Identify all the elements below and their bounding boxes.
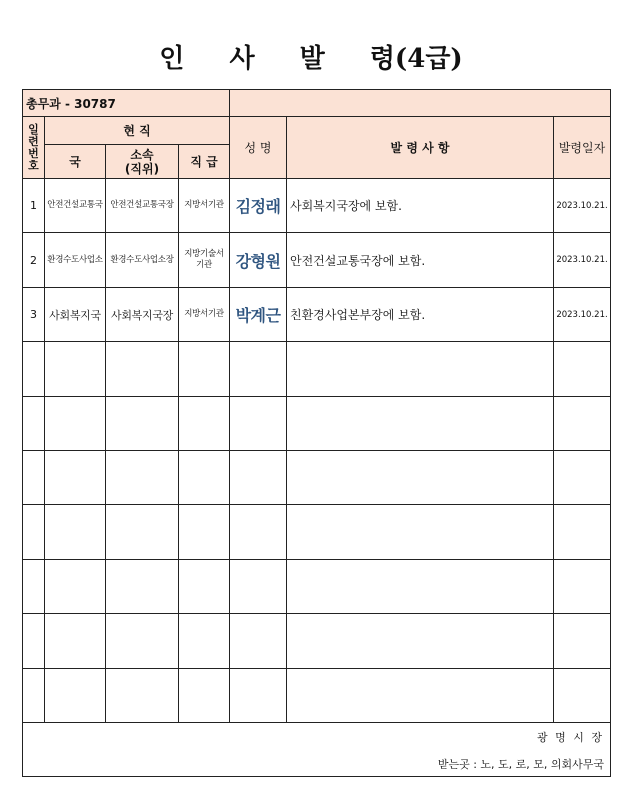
header-blank xyxy=(230,90,611,117)
empty-row xyxy=(23,560,611,614)
header-detail: 발 령 사 항 xyxy=(287,117,554,179)
header-date: 발령일자 xyxy=(554,117,611,179)
empty-row xyxy=(23,505,611,560)
row-seq: 1 xyxy=(23,179,45,233)
title-char-3: 발 xyxy=(299,44,325,74)
header-name: 성 명 xyxy=(230,117,287,179)
header-current-position: 현 직 xyxy=(45,117,230,145)
row-detail: 안전건설교통국장에 보함. xyxy=(287,233,554,288)
row-affiliation: 안전건설교통국장 xyxy=(106,179,179,233)
row-grade: 지방서기관 xyxy=(179,179,230,233)
row-detail: 사회복지국장에 보함. xyxy=(287,179,554,233)
empty-row xyxy=(23,451,611,505)
table-row xyxy=(23,288,611,342)
row-date: 2023.10.21. xyxy=(554,233,611,288)
row-affiliation: 사회복지국장 xyxy=(106,288,179,342)
document-number: 총무과 - 30787 xyxy=(23,90,230,117)
header-grade: 직 급 xyxy=(179,145,230,179)
empty-row xyxy=(23,614,611,669)
row-bureau: 환경수도사업소 xyxy=(45,233,106,288)
recipients: 받는곳 : 노, 도, 로, 모, 의회사무국 xyxy=(437,758,605,771)
row-detail: 친환경사업본부장에 보함. xyxy=(287,288,554,342)
publisher: 광 명 시 장 xyxy=(537,731,605,744)
row-date: 2023.10.21. xyxy=(554,288,611,342)
header-bureau: 국 xyxy=(45,145,106,179)
page-title xyxy=(0,38,622,75)
row-affiliation: 환경수도사업소장 xyxy=(106,233,179,288)
row-date: 2023.10.21. xyxy=(554,179,611,233)
table-row xyxy=(23,179,611,233)
title-char-4: 령(4급) xyxy=(369,44,463,74)
appointment-table xyxy=(22,89,611,777)
empty-row xyxy=(23,342,611,397)
row-bureau: 안전건설교통국 xyxy=(45,179,106,233)
footer xyxy=(23,723,611,777)
row-seq: 3 xyxy=(23,288,45,342)
row-name: 강형원 xyxy=(230,233,287,288)
empty-row xyxy=(23,397,611,451)
row-bureau: 사회복지국 xyxy=(45,288,106,342)
header-affiliation: 소속 (직위) xyxy=(106,145,179,179)
row-grade: 지방기술서 기관 xyxy=(179,233,230,288)
row-name: 김정래 xyxy=(230,179,287,233)
row-seq: 2 xyxy=(23,233,45,288)
row-grade: 지방서기관 xyxy=(179,288,230,342)
empty-row xyxy=(23,669,611,723)
title-char-2: 사 xyxy=(229,44,255,74)
row-name: 박계근 xyxy=(230,288,287,342)
header-seq: 일 련 번 호 xyxy=(23,117,45,179)
title-char-1: 인 xyxy=(159,44,185,74)
table-row xyxy=(23,233,611,288)
